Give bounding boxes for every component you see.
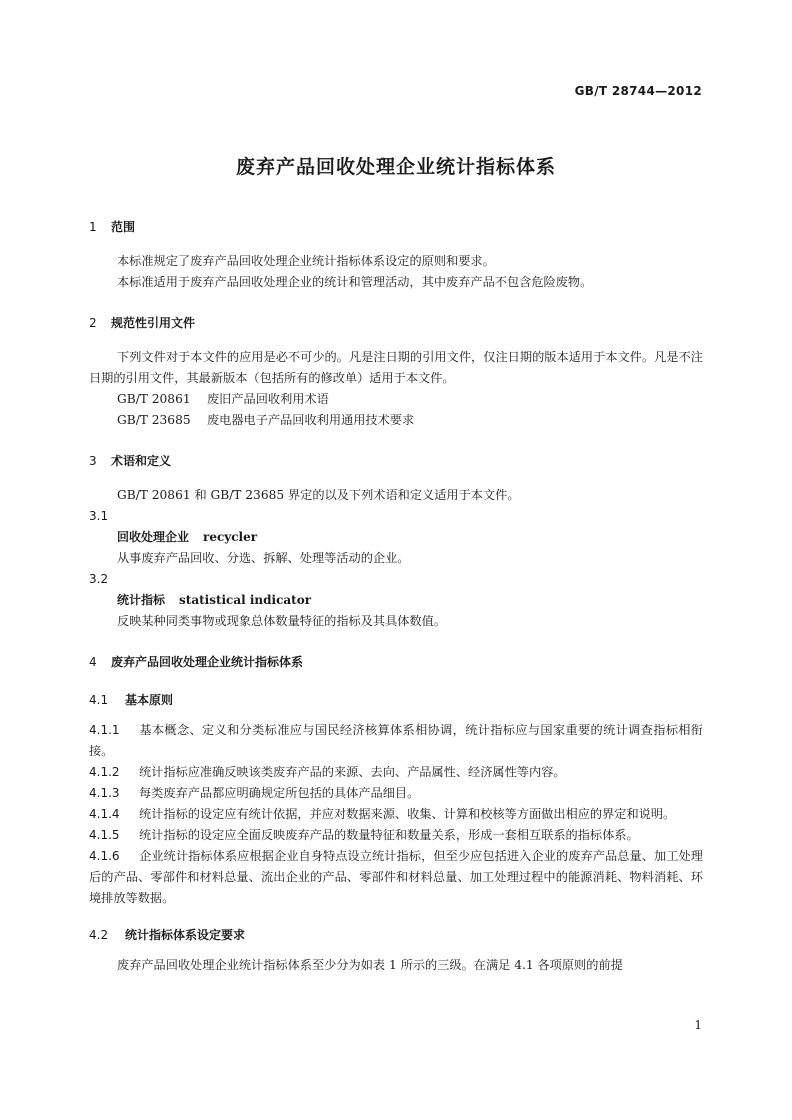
clause [89, 762, 703, 783]
clause-number: 4.1.6 [89, 849, 120, 863]
term-number: 3.2 [89, 572, 109, 586]
clause [89, 846, 703, 909]
clause-number: 4.1.1 [89, 723, 120, 737]
clause-text: 基本概念、定义和分类标准应与国民经济核算体系相协调，统计指标应与国家重要的统计调查指标相衔接。 [89, 723, 703, 758]
term-en: recycler [203, 530, 258, 544]
paragraph: GB/T 20861 和 GB/T 23685 界定的以及下列术语和定义适用于本文件。 [117, 488, 520, 502]
term-entry [117, 590, 703, 611]
clause-text: 企业统计指标体系应根据企业自身特点设立统计指标，但至少应包括进入企业的废弃产品总量、加工处理后的产品、零部件和材料总量、流出企业的产品、零部件和材料总量、加工处理过程中的能源消耗、物料消耗、环境排放等数据。 [89, 849, 703, 905]
paragraph: 本标准适用于废弃产品回收处理企业的统计和管理活动，其中废弃产品不包含危险废物。 [117, 275, 593, 289]
document-title: 废弃产品回收处理企业统计指标体系 [235, 156, 556, 178]
section-heading-1 [89, 215, 703, 239]
standard-code: GB/T 28744—2012 [574, 84, 702, 98]
clause-number: 4.1.2 [89, 765, 120, 779]
paragraph: 下列文件对于本文件的应用是必不可少的。凡是注日期的引用文件，仅注日期的版本适用于本文件。凡是不注日期的引用文件，其最新版本（包括所有的修改单）适用于本文件。 [89, 350, 703, 385]
section-heading-2 [89, 311, 703, 335]
term-definition: 从事废弃产品回收、分选、拆解、处理等活动的企业。 [117, 551, 410, 565]
clause [89, 825, 703, 846]
reference-item [117, 389, 703, 410]
reference-code: GB/T 23685 [117, 413, 191, 427]
subsection-heading-4-2 [89, 923, 703, 947]
reference-title: 废电器电子产品回收利用通用技术要求 [207, 413, 415, 427]
clause [89, 804, 703, 825]
section-number: 3 [89, 454, 97, 468]
reference-code: GB/T 20861 [117, 392, 191, 406]
subsection-title: 基本原则 [125, 693, 174, 707]
section-number: 4 [89, 655, 97, 669]
section-title: 废弃产品回收处理企业统计指标体系 [111, 655, 304, 669]
clause [89, 783, 703, 804]
section-title: 规范性引用文件 [111, 316, 196, 330]
section-title: 术语和定义 [111, 454, 172, 468]
subsection-number: 4.2 [89, 928, 109, 942]
section-title: 范围 [111, 220, 136, 234]
subsection-heading-4-1 [89, 688, 703, 712]
reference-title: 废旧产品回收利用术语 [207, 392, 329, 406]
paragraph: 本标准规定了废弃产品回收处理企业统计指标体系设定的原则和要求。 [117, 254, 495, 268]
clause-text: 每类废弃产品都应明确规定所包括的具体产品细目。 [139, 786, 420, 800]
clause [89, 720, 703, 762]
clause-text: 统计指标的设定应全面反映废弃产品的数量特征和数量关系，形成一套相互联系的指标体系。 [139, 828, 639, 842]
term-entry [117, 527, 703, 548]
term-cn: 统计指标 [117, 593, 166, 607]
term-en: statistical indicator [179, 593, 312, 607]
document-body [89, 215, 703, 976]
clause-number: 4.1.4 [89, 807, 120, 821]
section-heading-4 [89, 650, 703, 674]
subsection-title: 统计指标体系设定要求 [125, 928, 246, 942]
term-number: 3.1 [89, 509, 109, 523]
reference-item [117, 410, 703, 431]
clause-number: 4.1.3 [89, 786, 120, 800]
clause-number: 4.1.5 [89, 828, 120, 842]
section-number: 2 [89, 316, 97, 330]
section-number: 1 [89, 220, 97, 234]
term-definition: 反映某种同类事物或现象总体数量特征的指标及其具体数值。 [117, 614, 447, 628]
clause-text: 统计指标应准确反映该类废弃产品的来源、去向、产品属性、经济属性等内容。 [139, 765, 566, 779]
term-cn: 回收处理企业 [117, 530, 190, 544]
clause-text: 统计指标的设定应有统计依据，并应对数据来源、收集、计算和校核等方面做出相应的界定和说明。 [139, 807, 676, 821]
page-number: 1 [694, 1018, 702, 1032]
section-heading-3 [89, 449, 703, 473]
paragraph: 废弃产品回收处理企业统计指标体系至少分为如表 1 所示的三级。在满足 4.1 各项原则的前提 [117, 958, 623, 972]
subsection-number: 4.1 [89, 693, 109, 707]
